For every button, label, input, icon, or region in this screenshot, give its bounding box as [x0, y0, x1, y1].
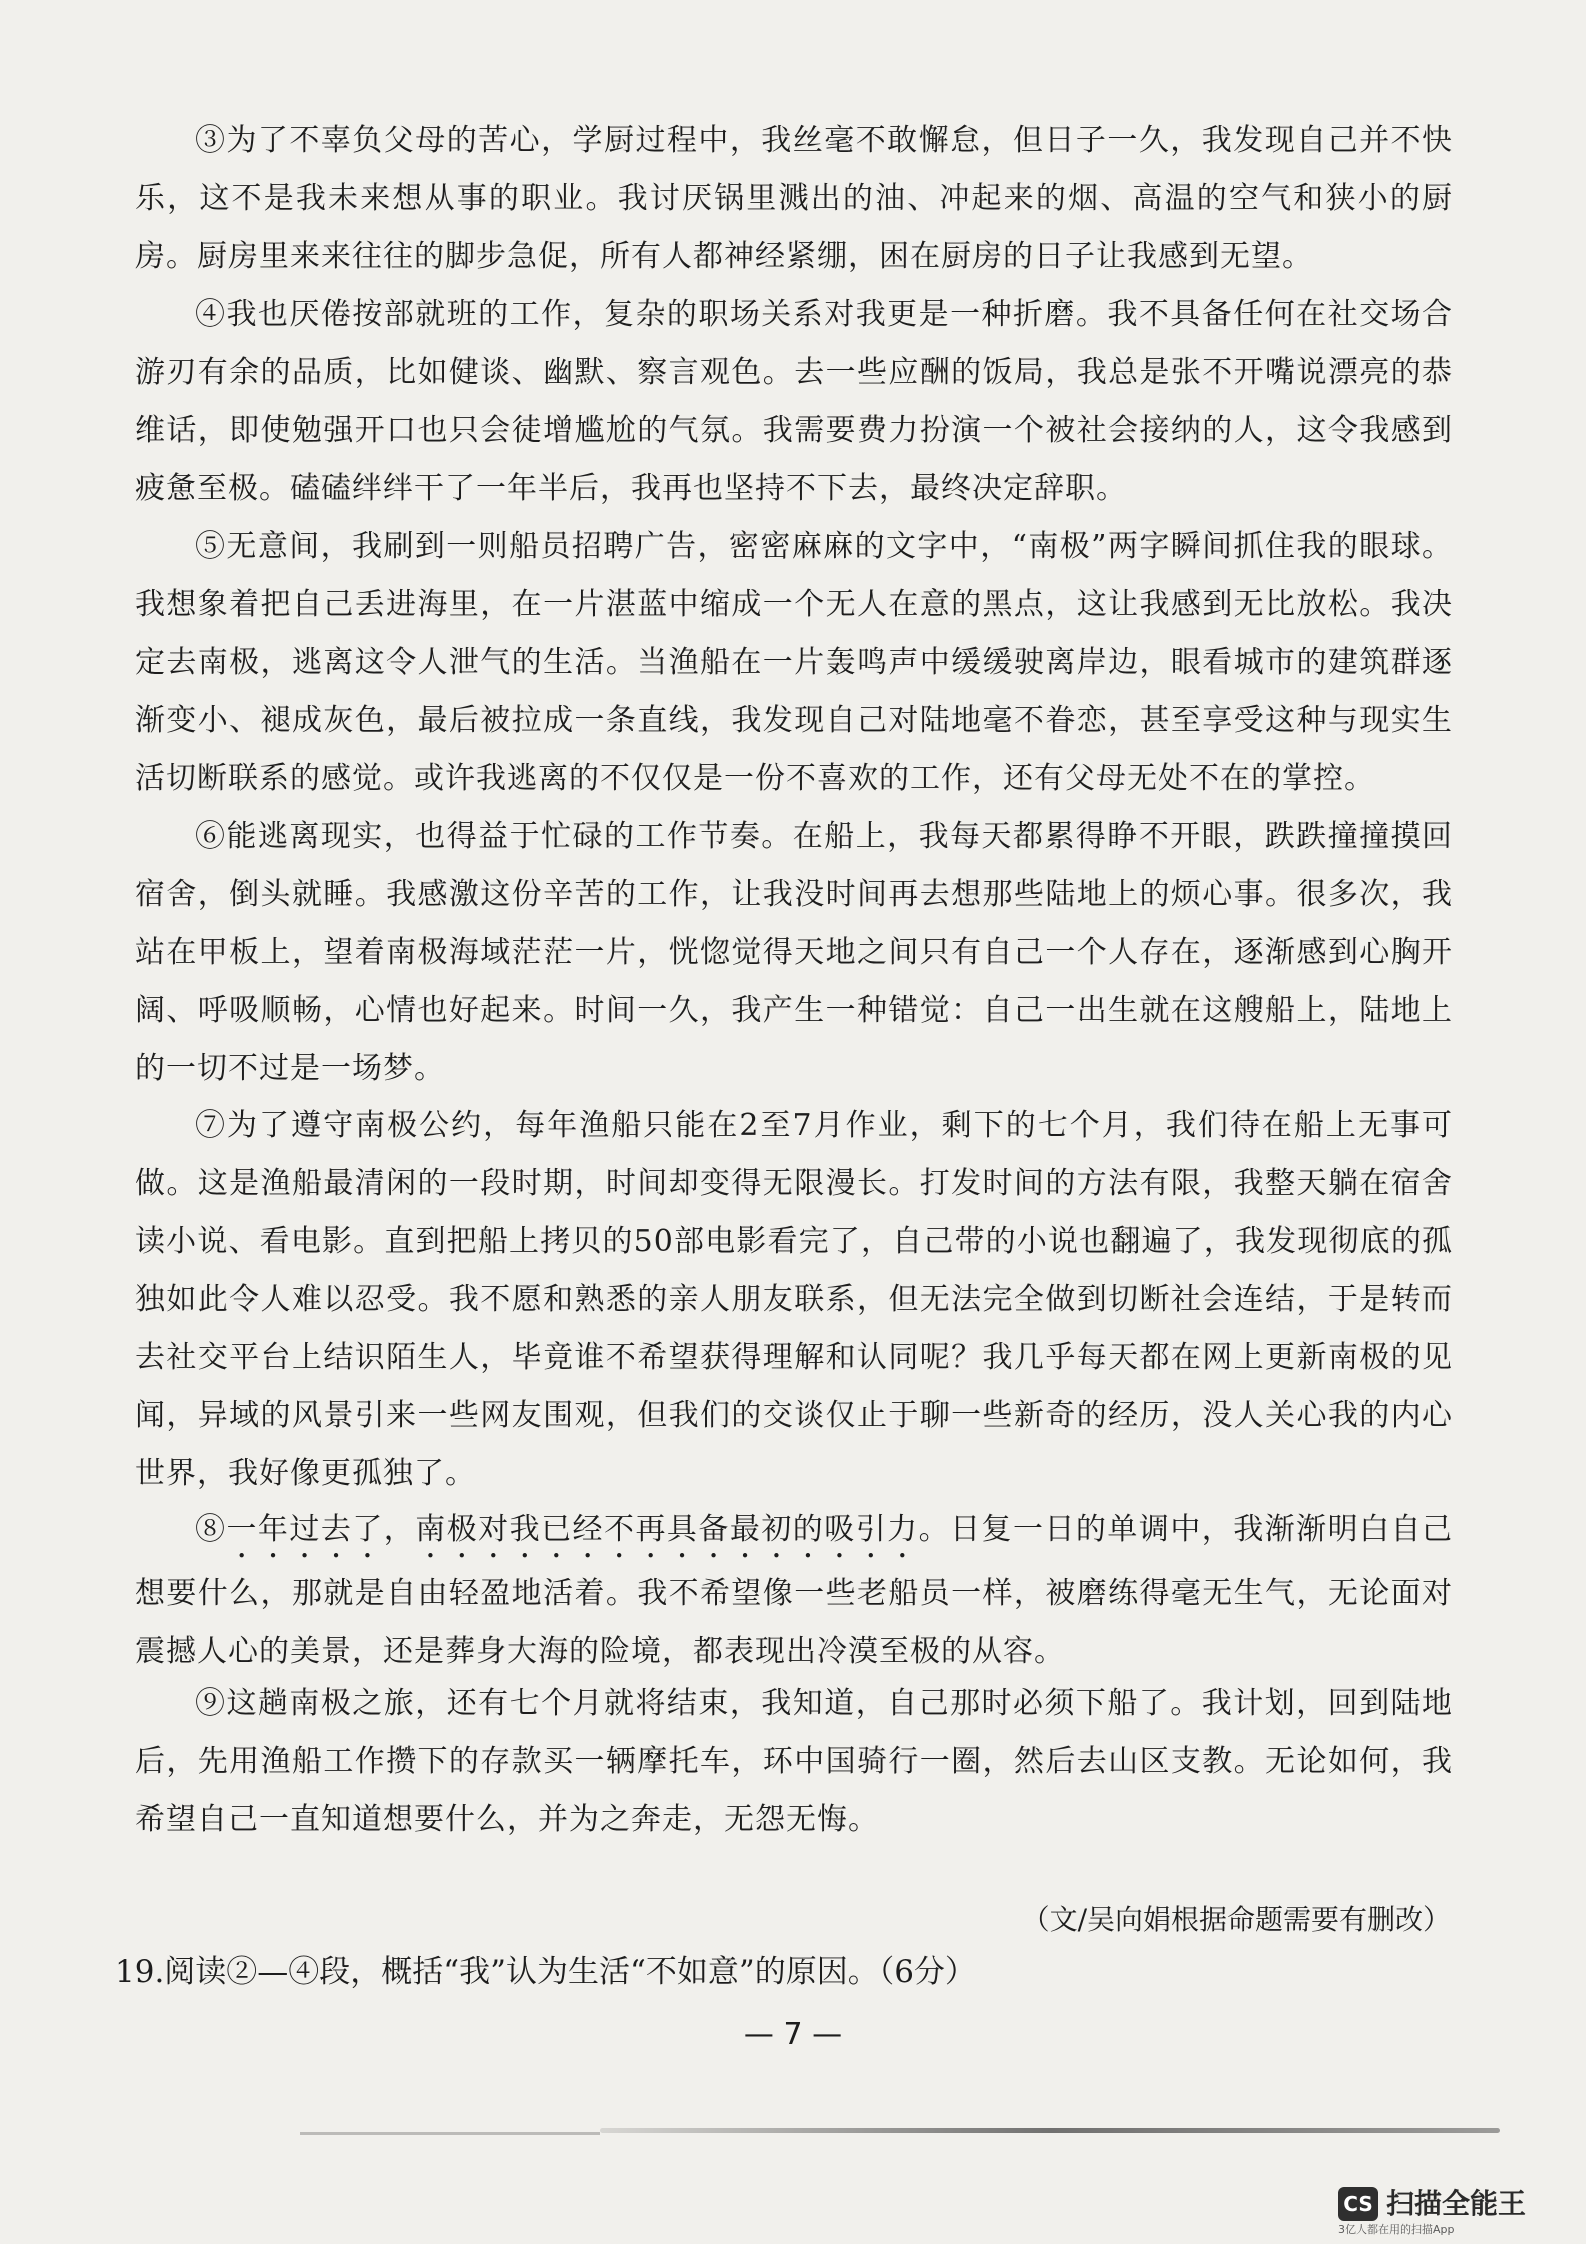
- paragraph-6: ⑥能逃离现实，也得益于忙碌的工作节奏。在船上，我每天都累得睁不开眼，跌跌撞撞摸回宿舍，倒头就睡。我感激这份辛苦的工作，让我没时间再去想那些陆地上的烦心事。很多次，我站在甲板上，望着南极海域茫茫一片，恍惚觉得天地之间只有自己一个人存在，逐渐感到心胸开阔、呼吸顺畅，心情也好起来。时间一久，我产生一种错觉：自己一出生就在这艘船上，陆地上的一切不过是一场梦。: [135, 819, 1453, 1086]
- watermark-tagline: 3亿人都在用的扫描App: [1338, 2223, 1455, 2236]
- scanner-watermark: [1338, 2185, 1558, 2241]
- paragraph-4: ④我也厌倦按部就班的工作，复杂的职场关系对我更是一种折磨。我不具备任何在社交场合游刃有余的品质，比如健谈、幽默、察言观色。去一些应酬的饭局，我总是张不开嘴说漂亮的恭维话，即使勉强开口也只会徒增尴尬的气氛。我需要费力扮演一个被社会接纳的人，这令我感到疲惫至极。磕磕绊绊干了一年半后，我再也坚持不下去，最终决定辞职。: [135, 297, 1453, 506]
- paragraph-8-rest: 。日复一日的单调中，我渐渐明白自己想要什么，那就是自由轻盈地活着。我不希望像一些老船员一样，被磨练得毫无生气，无论面对震撼人心的美景，还是葬身大海的险境，都表现出冷漠至极的从容。: [135, 1512, 1454, 1669]
- paragraph-8-emphasized-sentence: 一年过去了，南极对我已经不再具备最初的吸引力: [226, 1512, 919, 1547]
- paragraph-5: ⑤无意间，我刷到一则船员招聘广告，密密麻麻的文字中，“南极”两字瞬间抓住我的眼球。我想象着把自己丢进海里，在一片湛蓝中缩成一个无人在意的黑点，这让我感到无比放松。我决定去南极，逃离这令人泄气的生活。当渔船在一片轰鸣声中缓缓驶离岸边，眼看城市的建筑群逐渐变小、褪成灰色，最后被拉成一条直线，我发现自己对陆地毫不眷恋，甚至享受这种与现实生活切断联系的感觉。或许我逃离的不仅仅是一份不喜欢的工作，还有父母无处不在的掌控。: [135, 529, 1453, 796]
- watermark-app-name: 扫描全能王: [1386, 2187, 1527, 2220]
- scan-artifact-line: [300, 2132, 600, 2135]
- paragraph-8-number: ⑧: [195, 1512, 227, 1547]
- source-attribution: （文/吴向娟根据命题需要有删改）: [1021, 1903, 1451, 1936]
- question-19: 19.阅读②—④段，概括“我”认为生活“不如意”的原因。（6分）: [115, 1954, 976, 1990]
- scan-artifact-rule: [600, 2128, 1500, 2133]
- paragraph-3: ③为了不辜负父母的苦心，学厨过程中，我丝毫不敢懈怠，但日子一久，我发现自己并不快乐，这不是我未来想从事的职业。我讨厌锅里溅出的油、冲起来的烟、高温的空气和狭小的厨房。厨房里来来往往的脚步急促，所有人都神经紧绷，困在厨房的日子让我感到无望。: [135, 123, 1453, 274]
- paragraph-9: ⑨这趟南极之旅，还有七个月就将结束，我知道，自己那时必须下船了。我计划，回到陆地后，先用渔船工作攒下的存款买一辆摩托车，环中国骑行一圈，然后去山区支教。无论如何，我希望自己一直知道想要什么，并为之奔走，无怨无悔。: [135, 1686, 1453, 1837]
- paragraph-8: [135, 1501, 1453, 1681]
- camscanner-logo-icon: CS: [1338, 2187, 1378, 2221]
- page-number: — 7 —: [743, 2017, 843, 2052]
- paragraph-7: ⑦为了遵守南极公约，每年渔船只能在2至7月作业，剩下的七个月，我们待在船上无事可做。这是渔船最清闲的一段时期，时间却变得无限漫长。打发时间的方法有限，我整天躺在宿舍读小说、看电影。直到把船上拷贝的50部电影看完了，自己带的小说也翻遍了，我发现彻底的孤独如此令人难以忍受。我不愿和熟悉的亲人朋友联系，但无法完全做到切断社会连结，于是转而去社交平台上结识陌生人，毕竟谁不希望获得理解和认同呢？我几乎每天都在网上更新南极的见闻，异域的风景引来一些网友围观，但我们的交谈仅止于聊一些新奇的经历，没人关心我的内心世界，我好像更孤独了。: [135, 1108, 1453, 1491]
